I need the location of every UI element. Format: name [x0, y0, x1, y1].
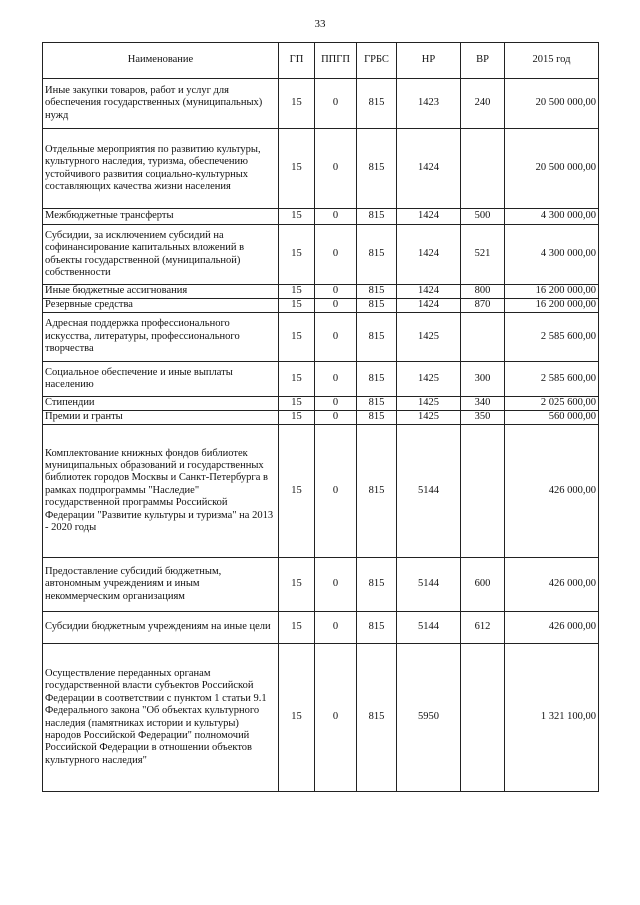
row-vr-cell: 500: [461, 209, 505, 225]
row-name-cell: Отдельные мероприятия по развитию культуры, культурного наследия, туризма, обеспечению устойчивого развития социально-культурных составляющих качества жизни населения: [43, 129, 279, 209]
row-vr-cell: 521: [461, 225, 505, 285]
row-amount-cell: 426 000,00: [505, 425, 599, 558]
row-vr-cell: 340: [461, 397, 505, 411]
row-name-cell: Стипендии: [43, 397, 279, 411]
row-ppgp-cell: 0: [315, 299, 357, 313]
row-amount-cell: 20 500 000,00: [505, 79, 599, 129]
row-grbs-cell: 815: [357, 644, 397, 792]
row-grbs-cell: 815: [357, 558, 397, 612]
table-row: [43, 425, 599, 558]
header-vr: ВР: [461, 43, 505, 79]
row-nr-cell: 1425: [397, 313, 461, 362]
table-row: [43, 79, 599, 129]
row-name-cell: Адресная поддержка профессионального искусства, литературы, профессионального творчества: [43, 313, 279, 362]
table-row: [43, 225, 599, 285]
table-header-row: [43, 43, 599, 79]
row-grbs-cell: 815: [357, 411, 397, 425]
row-vr-cell: [461, 425, 505, 558]
header-gp: ГП: [279, 43, 315, 79]
row-amount-cell: 16 200 000,00: [505, 299, 599, 313]
row-ppgp-cell: 0: [315, 425, 357, 558]
row-gp-cell: 15: [279, 129, 315, 209]
row-ppgp-cell: 0: [315, 313, 357, 362]
row-gp-cell: 15: [279, 362, 315, 397]
table-body: [43, 79, 599, 792]
row-ppgp-cell: 0: [315, 285, 357, 299]
row-name-cell: Социальное обеспечение и иные выплаты населению: [43, 362, 279, 397]
row-vr-cell: 240: [461, 79, 505, 129]
table-row: [43, 285, 599, 299]
row-gp-cell: 15: [279, 313, 315, 362]
row-vr-cell: [461, 644, 505, 792]
row-name-cell: Субсидии, за исключением субсидий на софинансирование капитальных вложений в объекты государственной (муниципальной) собственности: [43, 225, 279, 285]
row-gp-cell: 15: [279, 425, 315, 558]
header-ppgp: ППГП: [315, 43, 357, 79]
row-nr-cell: 1424: [397, 129, 461, 209]
row-grbs-cell: 815: [357, 397, 397, 411]
row-vr-cell: 350: [461, 411, 505, 425]
table-row: [43, 612, 599, 644]
row-grbs-cell: 815: [357, 129, 397, 209]
row-name-cell: Осуществление переданных органам государственной власти субъектов Российской Федерации в соответствии с пунктом 1 статьи 9.1 Федерального закона "Об объектах культурного наследия (памятниках истории и культуры) народов Российской Федерации" полномочий Российской Федерации в отношении объектов культурного наследия": [43, 644, 279, 792]
row-gp-cell: 15: [279, 397, 315, 411]
table-row: [43, 209, 599, 225]
row-grbs-cell: 815: [357, 299, 397, 313]
row-nr-cell: 1423: [397, 79, 461, 129]
header-nr: НР: [397, 43, 461, 79]
row-name-cell: Премии и гранты: [43, 411, 279, 425]
row-grbs-cell: 815: [357, 362, 397, 397]
table-row: [43, 313, 599, 362]
row-vr-cell: 300: [461, 362, 505, 397]
row-amount-cell: 2 585 600,00: [505, 362, 599, 397]
row-ppgp-cell: 0: [315, 79, 357, 129]
row-name-cell: Комплектование книжных фондов библиотек муниципальных образований и государственных библиотек городов Москвы и Санкт-Петербурга в рамках подпрограммы "Наследие" государственной программы Российской Федерации "Развитие культуры и туризма" на 2013 - 2020 годы: [43, 425, 279, 558]
row-amount-cell: 2 025 600,00: [505, 397, 599, 411]
row-amount-cell: 4 300 000,00: [505, 225, 599, 285]
row-ppgp-cell: 0: [315, 612, 357, 644]
table-row: [43, 558, 599, 612]
row-amount-cell: 2 585 600,00: [505, 313, 599, 362]
row-grbs-cell: 815: [357, 425, 397, 558]
header-year: 2015 год: [505, 43, 599, 79]
row-grbs-cell: 815: [357, 313, 397, 362]
row-nr-cell: 5144: [397, 612, 461, 644]
row-gp-cell: 15: [279, 411, 315, 425]
row-nr-cell: 1425: [397, 397, 461, 411]
row-nr-cell: 1424: [397, 299, 461, 313]
table-row: [43, 397, 599, 411]
header-name: Наименование: [43, 43, 279, 79]
row-grbs-cell: 815: [357, 209, 397, 225]
table-row: [43, 644, 599, 792]
row-grbs-cell: 815: [357, 225, 397, 285]
row-ppgp-cell: 0: [315, 225, 357, 285]
header-grbs: ГРБС: [357, 43, 397, 79]
row-grbs-cell: 815: [357, 612, 397, 644]
row-ppgp-cell: 0: [315, 209, 357, 225]
row-gp-cell: 15: [279, 644, 315, 792]
row-ppgp-cell: 0: [315, 644, 357, 792]
row-gp-cell: 15: [279, 612, 315, 644]
row-gp-cell: 15: [279, 79, 315, 129]
row-nr-cell: 5144: [397, 558, 461, 612]
row-ppgp-cell: 0: [315, 558, 357, 612]
row-amount-cell: 426 000,00: [505, 612, 599, 644]
row-gp-cell: 15: [279, 299, 315, 313]
row-amount-cell: 20 500 000,00: [505, 129, 599, 209]
table-row: [43, 362, 599, 397]
row-gp-cell: 15: [279, 225, 315, 285]
row-name-cell: Предоставление субсидий бюджетным, автономным учреждениям и иным некоммерческим организациям: [43, 558, 279, 612]
row-name-cell: Иные закупки товаров, работ и услуг для обеспечения государственных (муниципальных) нужд: [43, 79, 279, 129]
table-row: [43, 411, 599, 425]
row-vr-cell: [461, 129, 505, 209]
row-grbs-cell: 815: [357, 285, 397, 299]
row-amount-cell: 1 321 100,00: [505, 644, 599, 792]
page-number: 33: [314, 18, 326, 30]
row-gp-cell: 15: [279, 209, 315, 225]
row-name-cell: Иные бюджетные ассигнования: [43, 285, 279, 299]
row-ppgp-cell: 0: [315, 129, 357, 209]
row-amount-cell: 4 300 000,00: [505, 209, 599, 225]
row-ppgp-cell: 0: [315, 397, 357, 411]
row-nr-cell: 5950: [397, 644, 461, 792]
table-row: [43, 299, 599, 313]
row-vr-cell: 870: [461, 299, 505, 313]
row-vr-cell: [461, 313, 505, 362]
row-amount-cell: 426 000,00: [505, 558, 599, 612]
row-name-cell: Межбюджетные трансферты: [43, 209, 279, 225]
row-nr-cell: 1424: [397, 225, 461, 285]
row-nr-cell: 1424: [397, 285, 461, 299]
row-name-cell: Субсидии бюджетным учреждениям на иные цели: [43, 612, 279, 644]
table-row: [43, 129, 599, 209]
row-nr-cell: 1424: [397, 209, 461, 225]
row-nr-cell: 1425: [397, 411, 461, 425]
row-nr-cell: 5144: [397, 425, 461, 558]
row-grbs-cell: 815: [357, 79, 397, 129]
row-nr-cell: 1425: [397, 362, 461, 397]
row-vr-cell: 800: [461, 285, 505, 299]
row-amount-cell: 16 200 000,00: [505, 285, 599, 299]
row-name-cell: Резервные средства: [43, 299, 279, 313]
row-ppgp-cell: 0: [315, 411, 357, 425]
row-gp-cell: 15: [279, 285, 315, 299]
budget-table: [42, 42, 599, 792]
row-ppgp-cell: 0: [315, 362, 357, 397]
row-vr-cell: 600: [461, 558, 505, 612]
row-gp-cell: 15: [279, 558, 315, 612]
row-amount-cell: 560 000,00: [505, 411, 599, 425]
row-vr-cell: 612: [461, 612, 505, 644]
